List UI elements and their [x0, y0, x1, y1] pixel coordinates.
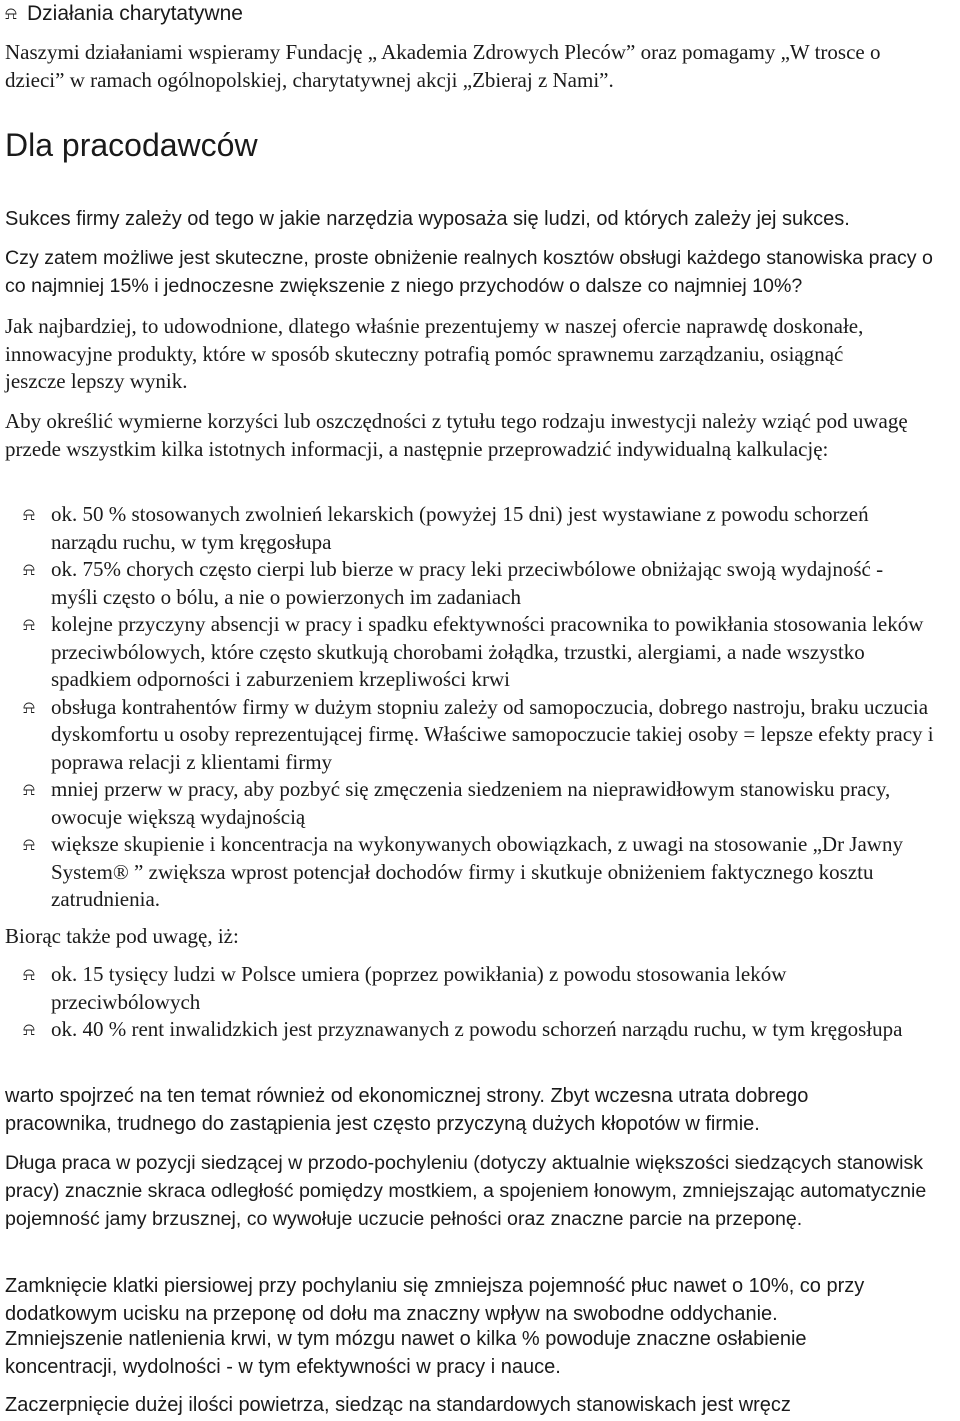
- list-item: ⍾ większe skupienie i koncentracja na wykonywanych obowiązkach, z uwagi na stosowanie „Dr Jawny System® ” zwiększa wprost potencjał dochodów firmy i skutkuje obniżeniem faktycznego kosztu zatrudnienia.: [5, 831, 935, 914]
- list-item: ⍾ obsługa kontrahentów firmy w dużym stopniu zależy od samopoczucia, dobrego nastroju, braku uczucia dyskomfortu u osoby reprezentującej firmę. Właściwe samopoczucie takiej osoby = lepsze efekty pracy i poprawa relacji z klientami firmy: [5, 694, 935, 777]
- bell-icon: ⍾: [23, 964, 35, 985]
- bell-icon: ⍾: [23, 779, 35, 800]
- intro-paragraph: Naszymi działaniami wspieramy Fundację „ Akademia Zdrowych Pleców” oraz pomagamy „W trosce o dzieci” w ramach ogólnopolskiej, charytatywnej akcji „Zbieraj z Nami”.: [5, 40, 881, 92]
- bell-icon: ⍾: [23, 834, 35, 855]
- oxygen-paragraph: Zmniejszenie natlenienia krwi, w tym mózgu nawet o kilka % powoduje znaczne osłabienie koncentracji, wydolności - w tym efektywności w pracy i nauce.: [5, 1328, 807, 1378]
- bell-icon: ⍾: [5, 3, 17, 24]
- bell-icon: ⍾: [23, 1019, 35, 1040]
- bell-icon: ⍾: [23, 696, 35, 718]
- list-item: ⍾ ok. 40 % rent inwalidzkich jest przyznawanych z powodu schorzeń narządu ruchu, w tym kręgosłupa: [5, 1016, 935, 1044]
- list-item: [5, 0, 243, 28]
- success-paragraph: Sukces firmy zależy od tego w jakie narzędzia wyposaża się ludzi, od których zależy jej sukces.: [5, 208, 850, 230]
- last-paragraph: Zaczerpnięcie dużej ilości powietrza, siedząc na standardowych stanowiskach jest wręcz: [5, 1394, 791, 1416]
- facts-list: [5, 961, 935, 1044]
- list-item: ⍾ ok. 75% chorych często cierpi lub bierze w pracy leki przeciwbólowe obniżając swoją wydajność - myśli często o bólu, a nie o powierzonych im zadaniach: [5, 556, 935, 611]
- list-item: ⍾ ok. 50 % stosowanych zwolnień lekarskich (powyżej 15 dni) jest wystawiane z powodu schorzeń narządu ruchu, w tym kręgosłupa: [5, 501, 935, 556]
- list-item: ⍾ mniej przerw w pracy, aby pozbyć się zmęczenia siedzeniem na nieprawidłowym stanowisku pracy, owocuje większą wydajnością: [5, 776, 935, 831]
- top-bullet-text: Działania charytatywne: [27, 2, 243, 25]
- list-item: ⍾ kolejne przyczyny absencji w pracy i spadku efektywności pracownika to powikłania stosowania leków przeciwbólowych, które często skutkują chorobami żołądka, trzustki, alergiami, a nade wszystko spadkiem odporności i zaburzeniem krzepliwości krwi: [5, 611, 935, 694]
- how-paragraph: Jak najbardziej, to udowodnione, dlatego właśnie prezentujemy w naszej ofercie naprawdę doskonałe, innowacyjne produkty, które w sposób skuteczny potrafią pomóc sprawnemu zarządzaniu, osiągnąć jeszcze lepszy wynik.: [5, 314, 864, 393]
- define-paragraph: Aby określić wymierne korzyści lub oszczędności z tytułu tego rodzaju inwestycji należy wziąć pod uwagę przede wszystkim kilka istotnych informacji, a następnie przeprowadzić indywidualną kalkulację:: [5, 409, 908, 461]
- bell-icon: ⍾: [23, 614, 35, 635]
- list-item: ⍾ ok. 15 tysięcy ludzi w Polsce umiera (poprzez powikłania) z powodu stosowania leków przeciwbólowych: [5, 961, 935, 1016]
- benefits-list: [5, 501, 935, 914]
- chest-paragraph: Zamknięcie klatki piersiowej przy pochylaniu się zmniejsza pojemność płuc nawet o 10%, co przy dodatkowym ucisku na przeponę od dołu ma znaczny wpływ na swobodne oddychanie.: [5, 1275, 865, 1325]
- long-work-paragraph: Długa praca w pozycji siedzącej w przodo-pochyleniu (dotyczy aktualnie większości siedzących stanowisk pracy) znacznie skraca odległość pomiędzy mostkiem, a spojeniem łonowym, zmniejszając automatycznie pojemność jamy brzusznej, co wywołuje uczucie pełności oraz znaczne parcie na przeponę.: [5, 1152, 927, 1230]
- page-title: Dla pracodawców: [5, 127, 258, 163]
- economic-paragraph: warto spojrzeć na ten temat również od ekonomicznej strony. Zbyt wczesna utrata dobrego pracownika, trudnego do zastąpienia jest często przyczyną dużych kłopotów w firmie.: [5, 1085, 809, 1135]
- question-paragraph: Czy zatem możliwe jest skuteczne, proste obniżenie realnych kosztów obsługi każdego stanowiska pracy o co najmniej 15% i jednoczesne zwiększenie z niego przychodów o dalsze co najmniej 10%?: [5, 247, 933, 297]
- consider-paragraph: Biorąc także pod uwagę, iż:: [5, 924, 239, 948]
- bell-icon: ⍾: [23, 504, 35, 525]
- bell-icon: ⍾: [23, 559, 35, 580]
